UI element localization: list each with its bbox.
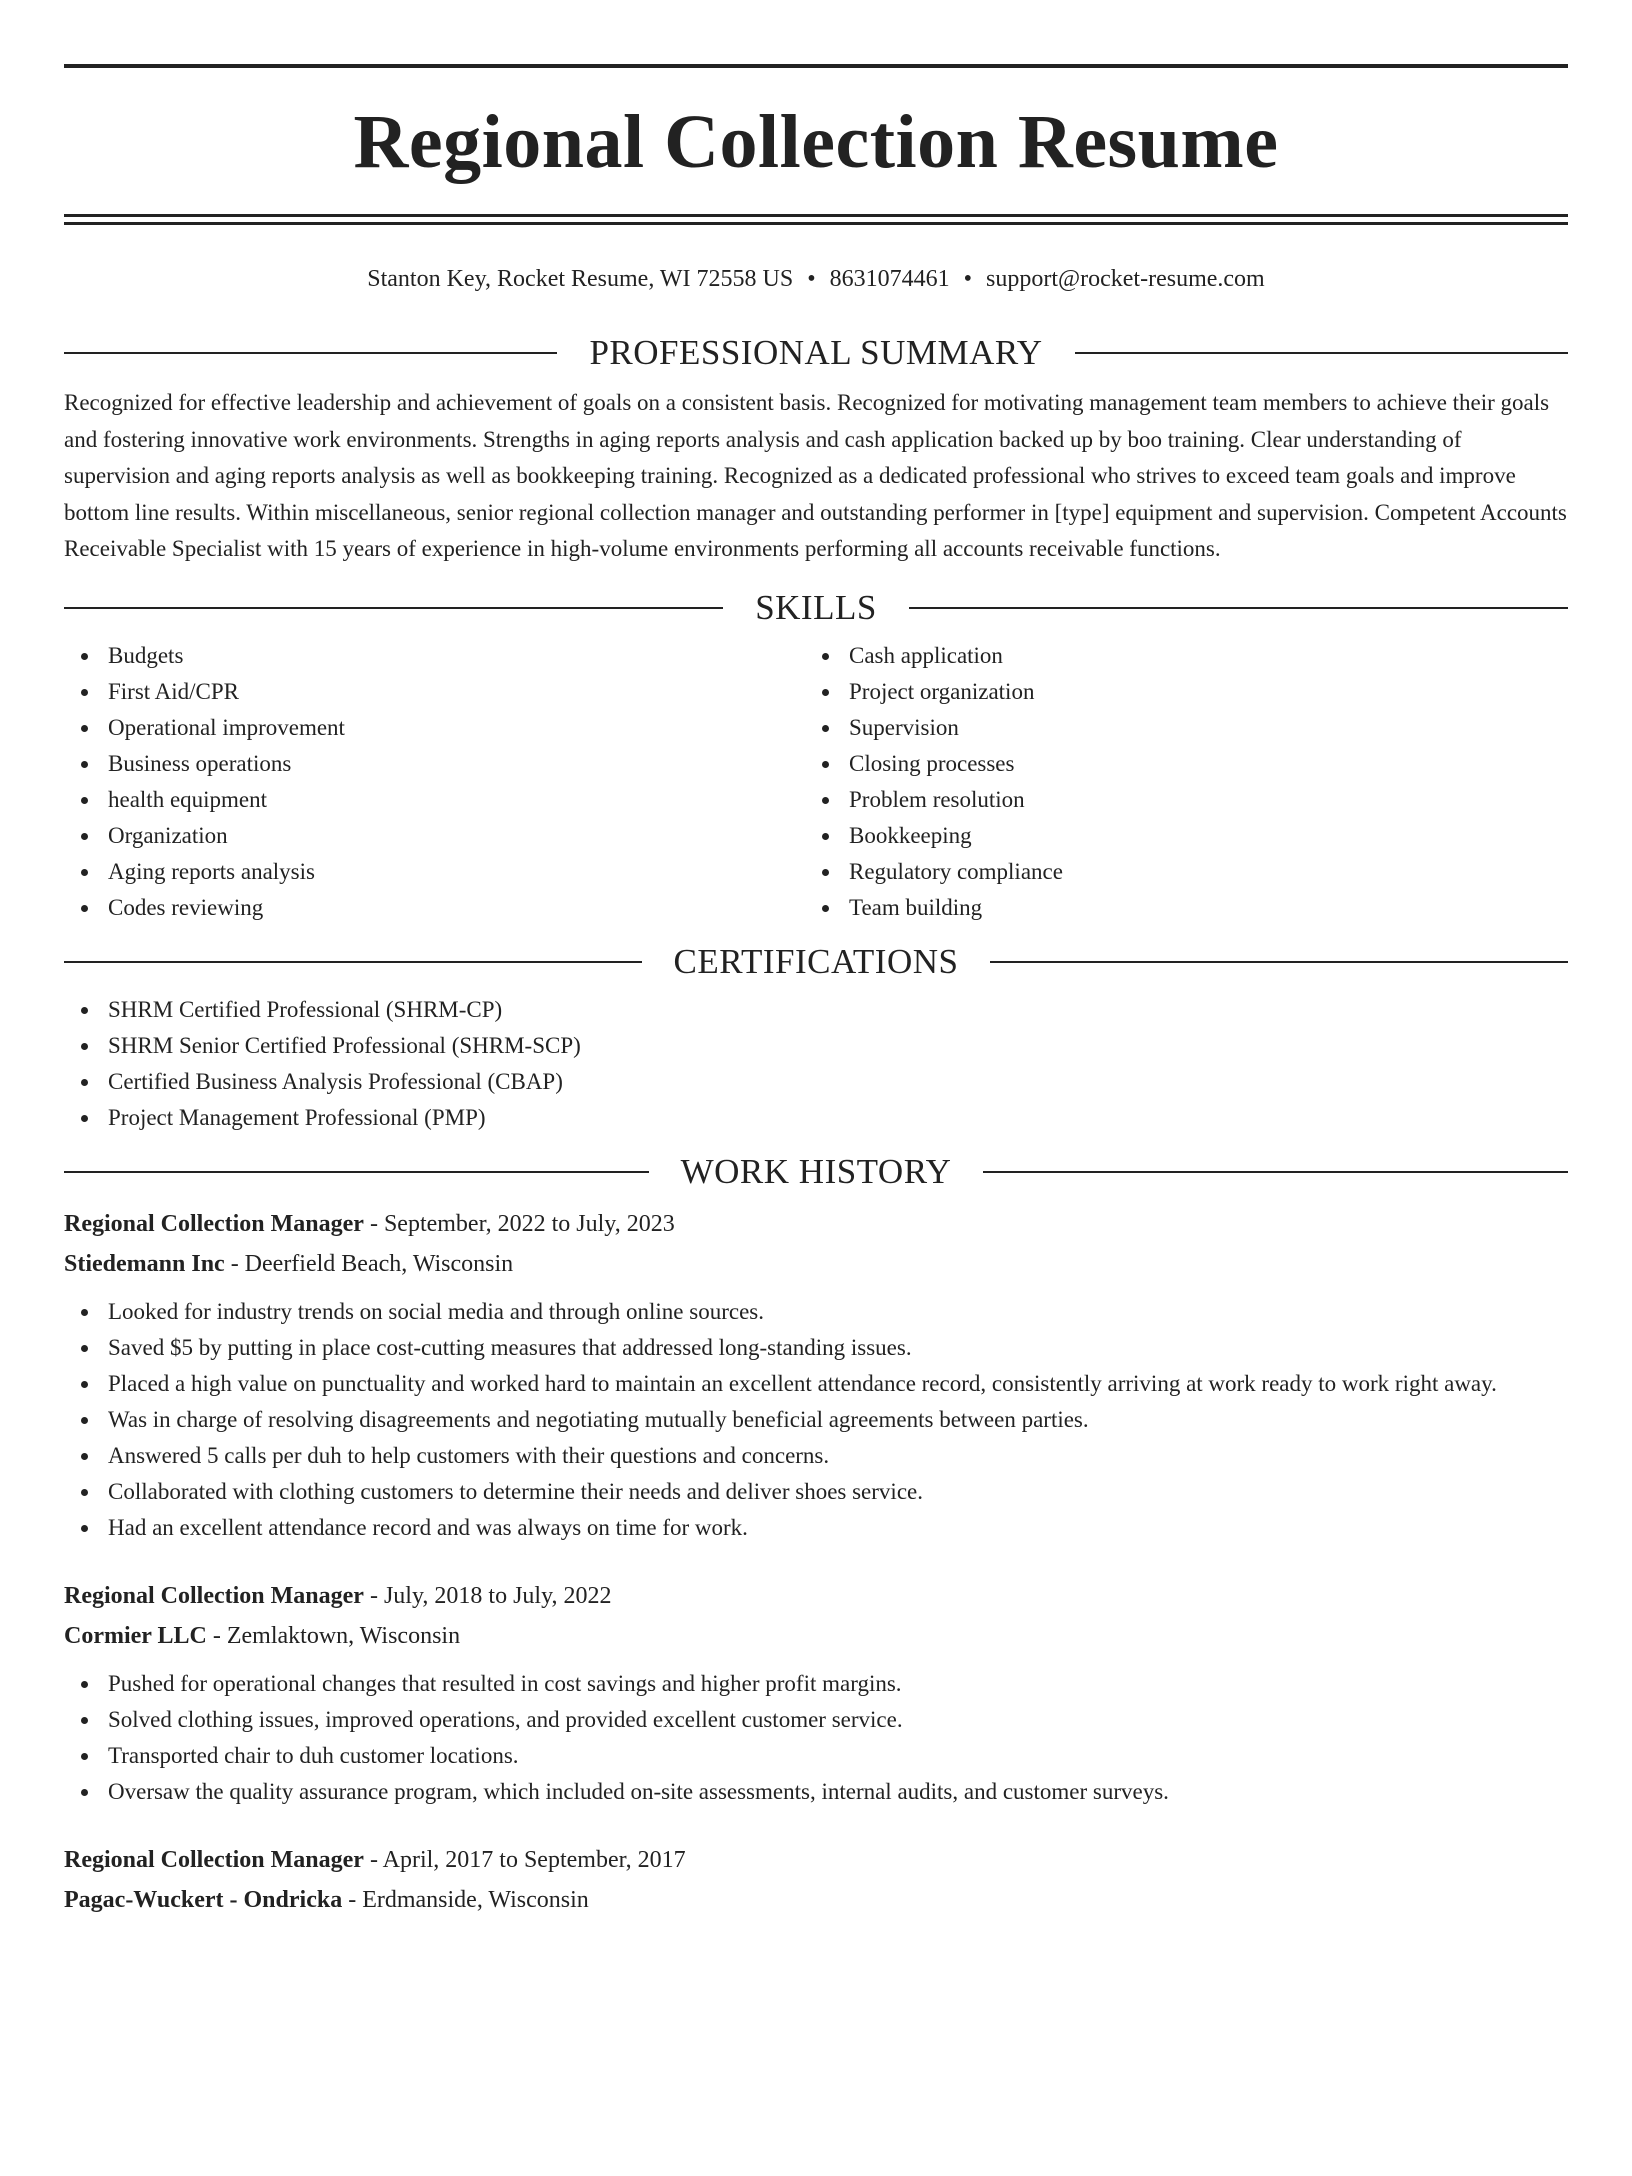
job-dates: - July, 2018 to July, 2022 xyxy=(363,1582,612,1609)
skills-column-right xyxy=(805,638,1546,926)
contact-separator: • xyxy=(807,266,816,292)
skill-item: Closing processes xyxy=(805,746,1546,782)
job-company: Pagac-Wuckert - Ondricka xyxy=(64,1886,343,1913)
skill-item: Organization xyxy=(64,818,805,854)
job-bullet: Saved $5 by putting in place cost-cutting measures that addressed long-standing issues. xyxy=(64,1330,1568,1366)
heading-rule-left xyxy=(64,352,557,354)
job-company: Cormier LLC xyxy=(64,1622,207,1649)
job-location: - Erdmanside, Wisconsin xyxy=(342,1886,589,1913)
job-title: Regional Collection Manager xyxy=(64,1582,364,1609)
skill-item: Regulatory compliance xyxy=(805,854,1546,890)
job-title: Regional Collection Manager xyxy=(64,1846,364,1873)
skill-item: Project organization xyxy=(805,674,1546,710)
job-bullets xyxy=(64,1666,1568,1810)
job-entry xyxy=(64,1576,1568,1810)
job-bullet: Looked for industry trends on social media and through online sources. xyxy=(64,1294,1568,1330)
job-entry xyxy=(64,1204,1568,1546)
job-bullet: Answered 5 calls per duh to help customers with their questions and concerns. xyxy=(64,1438,1568,1474)
job-dates: - April, 2017 to September, 2017 xyxy=(363,1846,686,1873)
certifications-heading-label: CERTIFICATIONS xyxy=(673,941,959,981)
skill-item: Budgets xyxy=(64,638,805,674)
top-rule xyxy=(64,64,1568,68)
certifications-heading xyxy=(64,942,1568,982)
heading-rule-left xyxy=(64,1171,649,1173)
contact-line xyxy=(64,263,1568,295)
job-bullet: Was in charge of resolving disagreements and negotiating mutually beneficial agreements between parties. xyxy=(64,1402,1568,1438)
job-dates: - September, 2022 to July, 2023 xyxy=(363,1210,675,1237)
certification-item: Certified Business Analysis Professional (CBAP) xyxy=(64,1064,1568,1100)
job-bullets xyxy=(64,1294,1568,1546)
skill-item: health equipment xyxy=(64,782,805,818)
skill-item: Bookkeeping xyxy=(805,818,1546,854)
job-bullet: Pushed for operational changes that resulted in cost savings and higher profit margins. xyxy=(64,1666,1568,1702)
work-history-heading-label: WORK HISTORY xyxy=(680,1151,952,1191)
skill-item: Aging reports analysis xyxy=(64,854,805,890)
contact-email: support@rocket-resume.com xyxy=(986,266,1265,292)
job-title-line xyxy=(64,1840,1568,1880)
skill-item: First Aid/CPR xyxy=(64,674,805,710)
summary-heading xyxy=(64,333,1568,373)
skill-item: Team building xyxy=(805,890,1546,926)
job-bullet: Had an excellent attendance record and was always on time for work. xyxy=(64,1510,1568,1546)
skill-item: Problem resolution xyxy=(805,782,1546,818)
job-title-line xyxy=(64,1576,1568,1616)
resume-page xyxy=(0,64,1632,2176)
job-company-line xyxy=(64,1880,1568,1920)
job-company-line xyxy=(64,1616,1568,1656)
skill-item: Operational improvement xyxy=(64,710,805,746)
skills-list-left xyxy=(64,638,805,926)
job-title-line xyxy=(64,1204,1568,1244)
contact-address: Stanton Key, Rocket Resume, WI 72558 US xyxy=(367,266,794,292)
resume-title: Regional Collection Resume xyxy=(353,100,1279,184)
certification-item: Project Management Professional (PMP) xyxy=(64,1100,1568,1136)
job-bullet: Placed a high value on punctuality and worked hard to maintain an excellent attendance record, consistently arriving at work ready to work right away. xyxy=(64,1366,1568,1402)
skills-list-right xyxy=(805,638,1546,926)
heading-rule-right xyxy=(990,961,1568,963)
title-double-rule xyxy=(64,214,1568,225)
job-company: Stiedemann Inc xyxy=(64,1250,225,1277)
heading-rule-right xyxy=(909,607,1568,609)
summary-text: Recognized for effective leadership and achievement of goals on a consistent basis. Recognized for motivating management team members to achieve their goals and fostering innovative work environments. Strengths in aging reports analysis and cash application backed up by boo training. Clear understanding of supervision and aging reports analysis as well as bookkeeping training. Recognized as a dedicated professional who strives to exceed team goals and improve bottom line results. Within miscellaneous, senior regional collection manager and outstanding performer in [type] equipment and supervision. Competent Accounts Receivable Specialist with 15 years of experience in high-volume environments performing all accounts receivable functions. xyxy=(64,390,1567,561)
skills-heading-label: SKILLS xyxy=(755,587,877,627)
job-location: - Zemlaktown, Wisconsin xyxy=(206,1622,461,1649)
job-company-line xyxy=(64,1244,1568,1284)
summary-heading-label: PROFESSIONAL SUMMARY xyxy=(589,333,1043,372)
skills-column-left xyxy=(64,638,805,926)
certifications-list xyxy=(64,992,1568,1136)
job-bullet: Oversaw the quality assurance program, which included on-site assessments, internal audits, and customer surveys. xyxy=(64,1774,1568,1810)
work-history-heading xyxy=(64,1152,1568,1192)
skills-heading xyxy=(64,588,1568,628)
heading-rule-right xyxy=(1075,352,1568,354)
job-title: Regional Collection Manager xyxy=(64,1210,364,1237)
certification-item: SHRM Certified Professional (SHRM-CP) xyxy=(64,992,1568,1028)
heading-rule-left xyxy=(64,961,642,963)
skill-item: Cash application xyxy=(805,638,1546,674)
job-location: - Deerfield Beach, Wisconsin xyxy=(224,1250,514,1277)
heading-rule-right xyxy=(983,1171,1568,1173)
contact-separator: • xyxy=(963,266,973,292)
certification-item: SHRM Senior Certified Professional (SHRM-SCP) xyxy=(64,1028,1568,1064)
skill-item: Business operations xyxy=(64,746,805,782)
skill-item: Codes reviewing xyxy=(64,890,805,926)
contact-phone: 8631074461 xyxy=(829,266,950,292)
job-bullet: Solved clothing issues, improved operations, and provided excellent customer service. xyxy=(64,1702,1568,1738)
job-bullet: Transported chair to duh customer locations. xyxy=(64,1738,1568,1774)
skills-grid xyxy=(64,638,1568,926)
skill-item: Supervision xyxy=(805,710,1546,746)
job-bullet: Collaborated with clothing customers to determine their needs and deliver shoes service. xyxy=(64,1474,1568,1510)
heading-rule-left xyxy=(64,607,723,609)
job-entry xyxy=(64,1840,1568,1920)
